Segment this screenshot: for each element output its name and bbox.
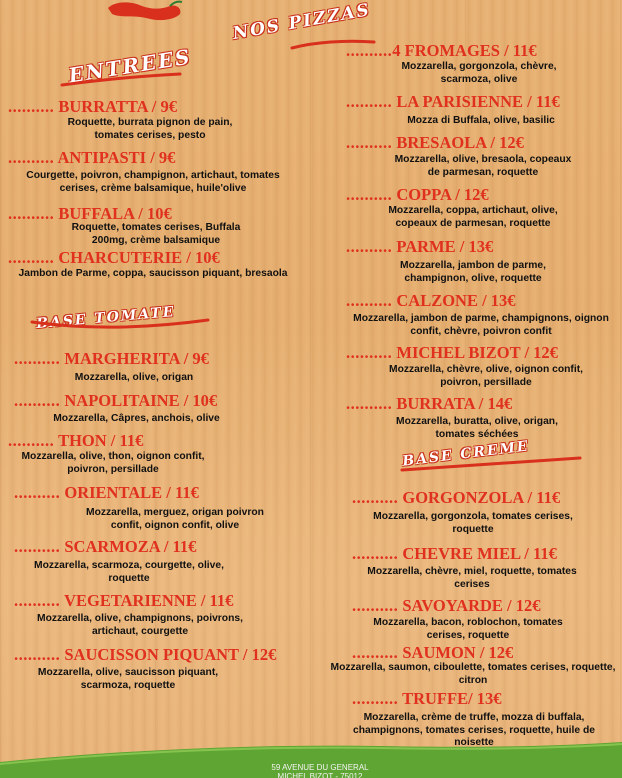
item-name: MARGHERITA / 9€ <box>64 349 209 368</box>
item-description: Mozzarella, Câpres, anchois, olive <box>53 413 220 424</box>
dots: .......... <box>346 394 393 413</box>
item-description: Mozzarella, gorgonzola, tomates cerises, roquette <box>373 511 573 535</box>
section-title-base-creme: BASE CREME <box>401 438 531 470</box>
menu-item <box>346 238 616 285</box>
item-description: Mozzarella, chèvre, olive, oignon confit, poivron, persillade <box>389 364 583 388</box>
section-title-pizzas: NOS PIZZAS <box>231 0 373 44</box>
dots: .......... <box>14 391 61 410</box>
dots: .......... <box>346 343 393 362</box>
menu-item <box>8 249 298 281</box>
dots: .......... <box>8 431 55 450</box>
menu-item <box>346 344 616 389</box>
item-name: MICHEL BIZOT / 12€ <box>396 343 558 362</box>
item-description: Roquette, tomates cerises, Buffala 200mg, crème balsamique <box>71 222 241 246</box>
item-description: Mozzarella, saumon, ciboulette, tomates cerises, roquette, citron <box>330 662 616 686</box>
item-description: Roquette, burrata pignon de pain, tomates cerises, pesto <box>67 117 233 141</box>
menu-item <box>14 592 294 638</box>
item-description: Jambon de Parme, coppa, saucisson piquant, bresaola <box>18 268 288 279</box>
dots: .......... <box>346 92 393 111</box>
item-name: NAPOLITAINE / 10€ <box>64 391 218 410</box>
item-description: Mozzarella, olive, saucisson piquant, scarmoza, roquette <box>37 667 219 691</box>
item-name: SAUMON / 12€ <box>402 643 514 662</box>
item-name: VEGETARIENNE / 11€ <box>64 591 234 610</box>
dots: .......... <box>8 204 55 223</box>
menu-item <box>8 98 238 142</box>
dots: .......... <box>14 537 61 556</box>
item-name: PARME / 13€ <box>396 237 494 256</box>
section-underline <box>400 456 582 472</box>
item-name: CALZONE / 13€ <box>396 291 516 310</box>
dots: .......... <box>346 185 393 204</box>
dots: .......... <box>352 689 399 708</box>
dots: .......... <box>14 591 61 610</box>
dots: .......... <box>14 483 61 502</box>
menu-item <box>346 186 616 230</box>
menu-item <box>346 292 616 338</box>
item-name: 4 FROMAGES / 11€ <box>392 41 537 60</box>
item-name: LA PARISIENNE / 11€ <box>396 92 560 111</box>
item-name: GORGONZOLA / 11€ <box>402 488 561 507</box>
dots: .......... <box>8 97 55 116</box>
section-title-base-tomate: BASE TOMATE <box>35 303 177 333</box>
item-description: Mozzarella, chèvre, miel, roquette, tomates cerises <box>367 566 577 590</box>
menu-item <box>14 350 294 385</box>
footer-address-line2: MICHEL BIZOT - 75012 <box>277 772 363 778</box>
item-description: Mozzarella, olive, champignons, poivrons, artichaut, courgette <box>37 613 243 637</box>
menu-item <box>352 545 612 591</box>
item-name: BRESAOLA / 12€ <box>396 133 524 152</box>
item-description: Mozzarella, buratta, olive, origan, tomates séchées <box>396 416 558 440</box>
item-description: Mozzarella, bacon, roblochon, tomates cerises, roquette <box>373 617 563 641</box>
item-description: Courgette, poivron, champignon, artichaut, tomates cerises, crème balsamique, huile'olive <box>26 170 280 194</box>
section-underline <box>30 318 210 332</box>
dots: .......... <box>352 488 399 507</box>
dots: .......... <box>346 133 393 152</box>
menu-item <box>346 42 606 86</box>
menu-item <box>346 93 616 128</box>
item-name: SAUCISSON PIQUANT / 12€ <box>64 645 277 664</box>
item-description: Mozzarella, olive, origan <box>74 372 194 383</box>
item-name: COPPA / 12€ <box>396 185 489 204</box>
item-description: Mozzarella, crème de truffe, mozza di buffala, champignons, tomates cerises, roquette, huile de noisette <box>352 712 596 748</box>
menu-item <box>8 205 288 247</box>
menu-item <box>346 395 616 441</box>
item-description: Mozzarella, coppa, artichaut, olive, copeaux de parmesan, roquette <box>388 205 558 229</box>
menu-item <box>14 646 324 692</box>
item-name: SCARMOZA / 11€ <box>64 537 197 556</box>
dots: .......... <box>14 645 61 664</box>
footer-address-line1: 59 AVENUE DU GENERAL <box>271 763 369 772</box>
menu-item <box>14 484 294 532</box>
chili-pepper-icon <box>104 0 184 24</box>
dots: .......... <box>352 544 399 563</box>
dots: .......... <box>352 643 399 662</box>
dots: .......... <box>346 291 393 310</box>
item-name: THON / 11€ <box>58 431 144 450</box>
item-name: ORIENTALE / 11€ <box>64 483 199 502</box>
section-title-entrees: ENTREES <box>66 44 194 88</box>
menu-item <box>14 538 294 585</box>
dots: .......... <box>14 349 61 368</box>
dots: .......... <box>346 237 393 256</box>
item-description: Mozzarella, merguez, origan poivron confit, oignon confit, olive <box>86 507 264 531</box>
dots: .......... <box>352 596 399 615</box>
item-name: CHEVRE MIEL / 11€ <box>402 544 557 563</box>
menu-item <box>14 392 294 426</box>
dots: .......... <box>8 148 55 167</box>
item-name: BURRATA / 14€ <box>396 394 513 413</box>
item-description: Mozzarella, jambon de parme, champignons, oignon confit, chèvre, poivron confit <box>353 313 609 337</box>
footer-address <box>200 763 440 778</box>
menu-item <box>352 597 612 642</box>
item-description: Mozzarella, jambon de parme, champignon, olive, roquette <box>400 260 546 284</box>
item-name: BURRATTA / 9€ <box>58 97 177 116</box>
dots: .......... <box>8 248 55 267</box>
menu-item <box>8 432 288 476</box>
item-description: Mozzarella, gorgonzola, chèvre, scarmoza, olive <box>401 61 557 85</box>
item-name: SAVOYARDE / 12€ <box>402 596 541 615</box>
dots: .......... <box>346 41 393 60</box>
menu-item <box>352 489 612 536</box>
menu-item <box>330 644 616 687</box>
item-name: BUFFALA / 10€ <box>58 204 172 223</box>
item-description: Mozzarella, olive, thon, oignon confit, poivron, persillade <box>21 451 205 475</box>
menu-item <box>8 149 298 195</box>
item-name: CHARCUTERIE / 10€ <box>58 248 220 267</box>
item-name: ANTIPASTI / 9€ <box>57 148 176 167</box>
item-description: Mozzarella, olive, bresaola, copeaux de parmesan, roquette <box>394 154 572 178</box>
section-underline <box>60 72 182 88</box>
item-description: Mozzarella, scarmoza, courgette, olive, roquette <box>34 560 224 584</box>
item-name: TRUFFE/ 13€ <box>402 689 502 708</box>
menu-item <box>346 134 616 179</box>
item-description: Mozza di Buffala, olive, basilic <box>407 115 555 126</box>
